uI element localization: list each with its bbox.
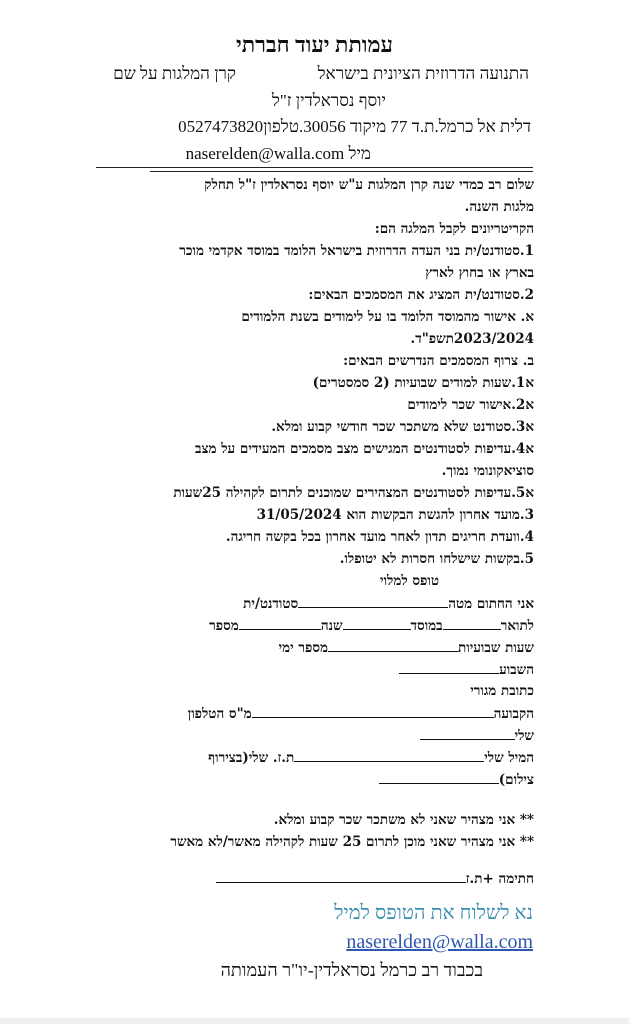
criterion-2a-line-2: 2023/2024תשפ"ד.: [410, 331, 534, 347]
criterion-2: 2.סטודנט/ית המציג את המסמכים הבאים:: [308, 287, 534, 303]
year-field[interactable]: [239, 617, 321, 630]
form-row-photo: צילום): [379, 771, 534, 788]
criterion-2a-line-1: א. אישור מהמוסד הלומד בו על לימודים בשנת הלמודים: [241, 309, 534, 325]
signature-field[interactable]: [216, 870, 466, 883]
doc-a3: א3.סטודנט שלא משתכר שכר חודשי קבוע ומלא.: [271, 419, 534, 435]
form-row-address-label: כתובת מגורי: [470, 683, 534, 699]
days-per-week-field[interactable]: [399, 661, 499, 674]
declaration-salary: ** אני מצהיר שאני לא משתכר שכר קבוע ומלא.: [273, 812, 534, 828]
form-row-name: אני החתום מטהסטודנט/ית: [243, 596, 534, 612]
phone-field[interactable]: [420, 727, 515, 740]
header-email-line: [186, 144, 371, 164]
page-bottom-bar: [0, 1018, 629, 1024]
criteria-title: הקריטריונים לקבל המלגה הם:: [374, 221, 534, 237]
doc-a4-line-2: סוציאקונומי נמוך.: [441, 463, 534, 479]
form-row-hours: שעות שבועיותמספר ימי: [278, 640, 534, 656]
signature-row: חתימה +ת.ז: [216, 870, 534, 887]
form-row-email-id: המיל שלית.ז. שלי(בצירוף: [208, 750, 534, 766]
organization-title: עמותת יעוד חברתי: [236, 32, 393, 57]
id-number-field[interactable]: [379, 771, 499, 784]
movement-name: התנועה הדרוזית הציונית בישראל: [317, 64, 529, 83]
form-row-address: הקבועהמ"ס הטלפון: [187, 706, 534, 722]
name-field[interactable]: [298, 595, 448, 608]
deadline: 3.מועד אחרון להגשת הבקשות הוא 31/05/2024: [256, 507, 534, 523]
form-title: טופס למלוי: [380, 573, 439, 589]
incomplete-requests-note: 5.בקשות שישלחו חסרות לא יטופלו.: [339, 551, 534, 567]
form-row-week: השבוע: [399, 661, 534, 678]
email-field[interactable]: [294, 749, 484, 762]
criterion-2b: ב. צרוף המסמכים הנדרשים הבאים:: [343, 353, 534, 369]
doc-a4-line-1: א4.עדיפות לסטודנטים המגישים מצב מסמכים המעידים על מצב: [194, 441, 534, 457]
declaration-volunteer: ** אני מצהיר שאני מוכן לתרום 25 שעות לקהילה מאשר/לא מאשר: [170, 834, 534, 850]
exceptions-committee: 4.וועדת חריגים תדון לאחר מועד אחרון בכל בקשה חריגה.: [225, 529, 534, 545]
form-row-degree: לתוארבמוסדשנהמספר: [209, 618, 534, 634]
fund-name: קרן המלגות על שם: [113, 64, 236, 83]
send-form-note: נא לשלוח את הטופס למיל: [334, 902, 533, 924]
header-divider-secondary: [150, 171, 533, 172]
intro-line-2: מלגות השנה.: [464, 199, 534, 215]
institution-field[interactable]: [343, 617, 411, 630]
fund-name-continued: יוסף נסראלדין ז"ל: [271, 91, 386, 110]
email-label: מיל: [348, 144, 371, 163]
criterion-1-line-1: 1.סטודנט/ית בני העדה הדרוזית בישראל הלומד במוסד אקדמי מוכר: [179, 243, 534, 259]
header-divider: [96, 167, 533, 168]
closing-signature: בכבוד רב כרמל נסראלדין-יו"ר העמותה: [220, 960, 483, 980]
doc-a5: א5.עדיפות לסטודנטים המצהירים שמוכנים לתרום לקהילה 25שעות: [173, 485, 534, 501]
degree-field[interactable]: [443, 617, 501, 630]
address-field[interactable]: [252, 705, 494, 718]
footer-email-link[interactable]: naserelden@walla.com: [346, 931, 533, 953]
criterion-1-line-2: בארץ או בחוץ לארץ: [425, 265, 534, 281]
doc-a1: א1.שעות למודים שבועיות (2 סמסטרים): [312, 375, 534, 391]
weekly-hours-field[interactable]: [328, 639, 458, 652]
doc-a2: א2.אישור שכר לימודים: [407, 397, 534, 413]
contact-address-line: דלית אל כרמל.ת.ד 77 מיקוד 30056.טלפון0527473820: [178, 117, 531, 136]
form-row-phone: שלי: [420, 727, 534, 744]
header-email: naserelden@walla.com: [185, 144, 345, 163]
intro-line-1: שלום רב כמדי שנה קרן המלגות ע"ש יוסף נסראלדין ז"ל תחלק: [204, 177, 534, 193]
